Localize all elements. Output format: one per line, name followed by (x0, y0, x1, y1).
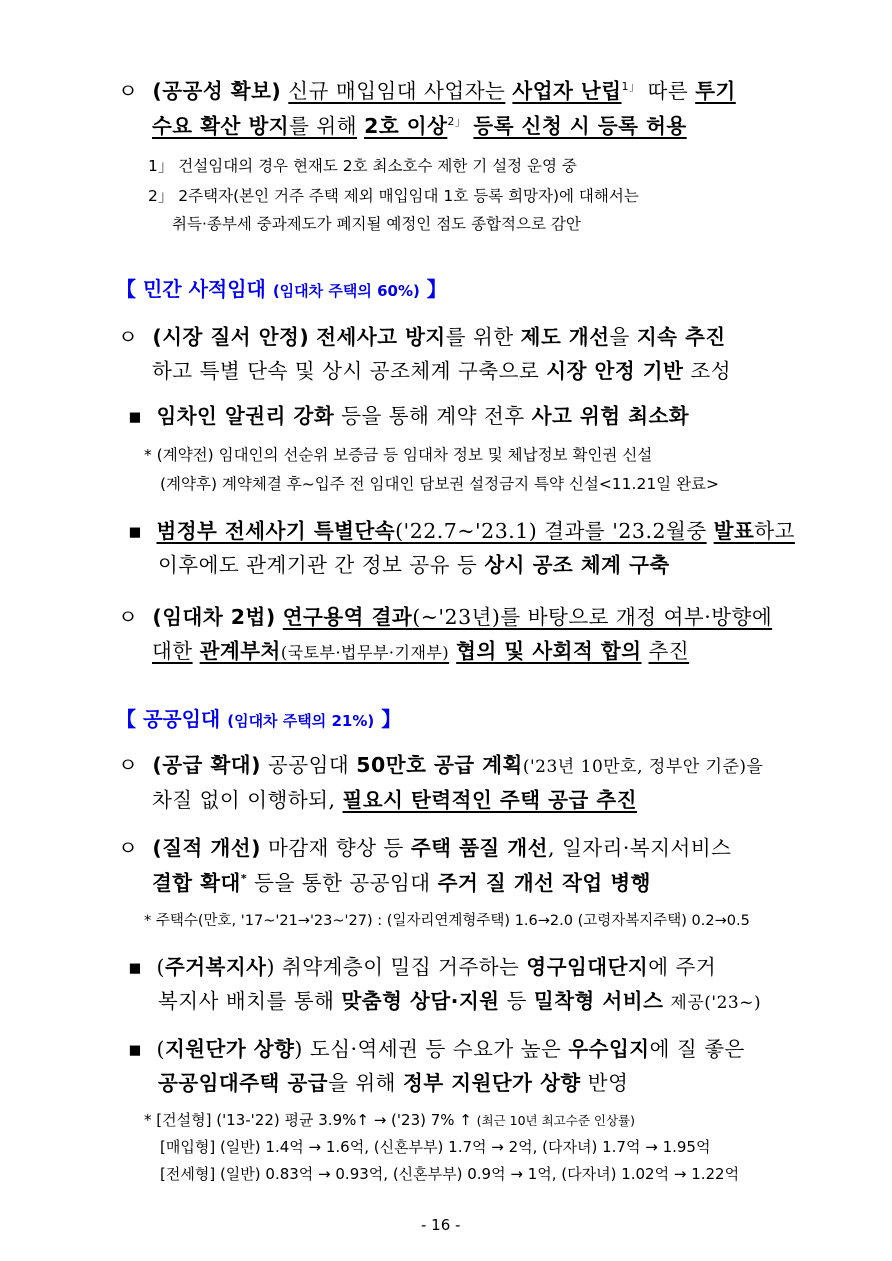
paragraph-tenant-line1 (128, 399, 689, 429)
square-bullet: ▪ (128, 519, 143, 543)
paragraph-welfare-line2 (158, 984, 761, 1014)
footnote: [매입형] (일반) 1.4억 → 1.6억, (신혼부부) 1.7억 → 2억, (다자녀) 1.7억 → 1.95억 (160, 1138, 711, 1156)
text: 따른 (647, 79, 689, 103)
paragraph-unit-cost-line2 (158, 1066, 628, 1096)
footnote: * 주택수(만호, '17~'21→'23~'27) : (일자리연계형주택) 1.6→2.0 (고령자복지주택) 0.2→0.5 (144, 913, 750, 929)
text: ('23년 10만호, 정부안 기준)을 (522, 757, 764, 777)
emphasis-text: 연구용역 결과 (282, 605, 413, 629)
heading-label: (임대차 2법) (152, 605, 276, 629)
text: 등을 통해 계약 전후 (341, 404, 525, 428)
text: ( (156, 1037, 165, 1061)
bracket: 【 (116, 277, 136, 301)
emphasis-text: 범정부 전세사기 특별단속 (156, 519, 396, 543)
emphasis-text: 맞춤형 상담·지원 (341, 989, 500, 1013)
text: 을 (609, 325, 630, 349)
section-title-private (116, 273, 447, 302)
text: 는 (485, 79, 506, 103)
square-bullet: ▪ (128, 955, 143, 979)
circle-bullet: ㅇ (118, 836, 139, 860)
text: 제공('23~) (670, 993, 762, 1013)
emphasis-text: 결합 확대 (152, 871, 241, 895)
paragraph-supply-line1 (118, 748, 763, 778)
footnote-text: * [건설형] ('13-'22) 평균 3.9%↑ → ('23) 7% ↑ (144, 1111, 472, 1129)
paragraph-crackdown-line2 (158, 548, 670, 578)
text: ) 취약계층이 밀집 거주하는 (266, 955, 520, 979)
text: ('22.7~'23.1) 결과를 '23.2월중 (395, 519, 707, 543)
footnote-ref: * (240, 872, 248, 886)
emphasis-text: 제도 개선 (520, 325, 610, 349)
text: 공공임대 (267, 753, 350, 777)
text: 에 질 좋은 (649, 1037, 745, 1061)
text: 대한 (152, 639, 193, 663)
paragraph-lease-law-line1 (118, 600, 772, 630)
text: (국토부·법무부·기재부) (280, 643, 450, 662)
section-title-public (116, 703, 401, 732)
text: 마감재 향상 등 (267, 836, 404, 860)
text: 반영 (587, 1071, 629, 1095)
bracket: 】 (426, 277, 447, 301)
heading-label: (공급 확대) (152, 753, 261, 777)
text: , 일자리·복지서비스 (547, 836, 732, 860)
paragraph-market-line1 (118, 320, 726, 350)
heading-label: (공공성 확보) (152, 79, 282, 103)
emphasis-text: 지속 추진 (636, 325, 726, 349)
text: 등 (506, 989, 527, 1013)
paragraph-welfare-line1 (128, 950, 716, 980)
bracket: 】 (381, 707, 402, 731)
section-title: 공공임대 (142, 707, 221, 731)
section-note: (임대차 주택의 21%) (227, 712, 375, 730)
footnote: 1」 건설임대의 경우 현재도 2호 최소호수 제한 기 설정 운영 중 (148, 157, 577, 175)
text: 이후에도 관계기관 간 정보 공유 등 (158, 553, 478, 577)
circle-bullet: ㅇ (118, 79, 139, 103)
section-note: (임대차 주택의 60%) (272, 282, 420, 300)
paragraph-public-line2 (152, 109, 687, 139)
footnote: 2」 2주택자(본인 거주 주택 제외 매입임대 1호 등록 희망자)에 대해서는 (148, 187, 639, 205)
text: 를 위해 (289, 114, 358, 138)
footnote: * (계약전) 임대인의 선순위 보증금 등 임대차 정보 및 체납정보 확인권 신설 (144, 446, 653, 464)
text: ( (156, 955, 165, 979)
text: 조성 (690, 359, 732, 383)
emphasis-text: 우수입지 (568, 1037, 650, 1061)
paragraph-crackdown-line1 (128, 514, 795, 544)
text: 를 위한 (445, 325, 514, 349)
bracket: 【 (116, 707, 136, 731)
paragraph-quality-line2 (152, 866, 651, 896)
circle-bullet: ㅇ (118, 605, 139, 629)
footnote-ref: 2」 (447, 115, 467, 129)
paragraph-quality-line1 (118, 831, 731, 861)
paragraph-lease-law-line2 (152, 634, 689, 664)
emphasis-text: 정부 지원단가 상향 (403, 1071, 581, 1095)
text: 추진 (648, 639, 690, 663)
footnote: (계약후) 계약체결 후~입주 전 임대인 담보권 설정금지 특약 신설<11.21일 완료> (160, 475, 720, 493)
footnote-text: (최근 10년 최고수준 인상률) (476, 1113, 635, 1128)
circle-bullet: ㅇ (118, 753, 139, 777)
text: (~'23년)를 바탕으로 개정 여부·방향에 (412, 605, 773, 629)
section-title: 민간 사적임대 (142, 277, 266, 301)
footnote: [전세형] (일반) 0.83억 → 0.93억, (신혼부부) 0.9억 → 1억, (다자녀) 1.02억 → 1.22억 (160, 1165, 740, 1183)
square-bullet: ▪ (128, 1037, 143, 1061)
paragraph-market-line2 (152, 354, 731, 384)
emphasis-text: 시장 안정 기반 (546, 359, 684, 383)
text: ) 도심·역세권 등 수요가 높은 (294, 1037, 562, 1061)
emphasis-text: 주거복지사 (164, 955, 267, 979)
heading-label: (시장 질서 안정) (152, 325, 310, 349)
square-bullet: ▪ (128, 404, 143, 428)
emphasis-text: 수요 확산 방지 (152, 114, 290, 138)
emphasis-text: 신규 매입임대 사업자 (288, 79, 486, 103)
paragraph-unit-cost-line1 (128, 1032, 745, 1062)
emphasis-text: 주거 질 개선 작업 병행 (437, 871, 651, 895)
emphasis-text: 발표 (713, 519, 755, 543)
emphasis-text: 공공임대주택 공급 (158, 1071, 329, 1095)
text: 을 위해 (328, 1071, 396, 1095)
emphasis-text: 지원단가 상향 (164, 1037, 295, 1061)
emphasis-text: 사업자 난립 (512, 79, 622, 103)
emphasis-text: 주택 품질 개선 (410, 836, 548, 860)
text: 하고 (754, 519, 795, 543)
paragraph-public-line1 (118, 74, 736, 104)
emphasis-text: 2호 이상 (364, 114, 448, 138)
page-number: - 16 - (421, 1216, 461, 1234)
text: 복지사 배치를 통해 (158, 989, 335, 1013)
footnote (144, 1109, 635, 1130)
emphasis-text: 50만호 공급 계획 (356, 753, 523, 777)
emphasis-text: 상시 공조 체계 구축 (484, 553, 670, 577)
emphasis-text: 협의 및 사회적 합의 (456, 639, 642, 663)
emphasis-text: 필요시 탄력적인 주택 공급 추진 (342, 788, 638, 812)
paragraph-supply-line2 (152, 783, 637, 813)
circle-bullet: ㅇ (118, 325, 139, 349)
emphasis-text: 밀착형 서비스 (533, 989, 664, 1013)
emphasis-text: 임차인 알권리 강화 (156, 404, 335, 428)
emphasis-text: 영구임대단지 (526, 955, 649, 979)
heading-label: (질적 개선) (152, 836, 261, 860)
emphasis-text: 관계부처 (199, 639, 281, 663)
text: 하고 특별 단속 및 상시 공조체계 구축으로 (152, 359, 540, 383)
emphasis-text: 등록 신청 시 등록 허용 (473, 114, 687, 138)
text: 차질 없이 이행하되, (152, 788, 336, 812)
emphasis-text: 전세사고 방지 (316, 325, 446, 349)
footnote-ref: 1」 (621, 80, 641, 94)
emphasis-text: 투기 (695, 79, 736, 103)
text: 등을 통한 공공임대 (254, 871, 431, 895)
emphasis-text: 사고 위험 최소화 (531, 404, 690, 428)
text: 에 주거 (648, 955, 717, 979)
footnote: 취득·종부세 중과제도가 폐지될 예정인 점도 종합적으로 감안 (172, 215, 581, 233)
